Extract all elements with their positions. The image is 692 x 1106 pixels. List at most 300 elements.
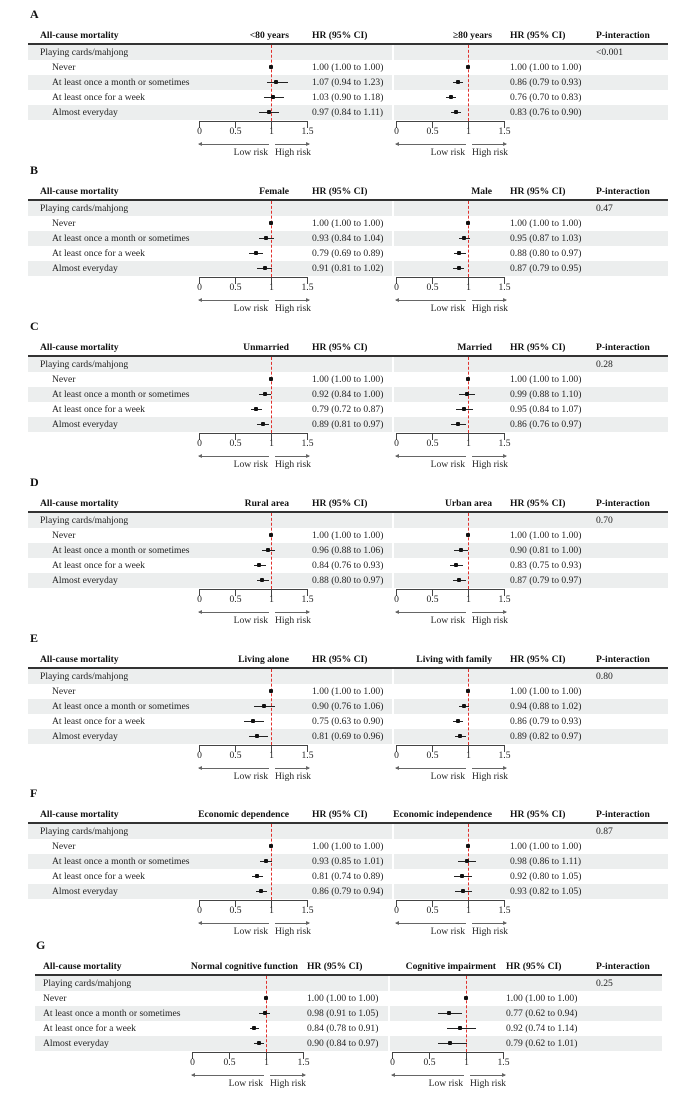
right-x-tick-label: 1.5: [498, 594, 511, 605]
right-hr-text: 0.95 (0.87 to 1.03): [510, 233, 582, 244]
right-hr-text: 0.83 (0.76 to 0.90): [510, 107, 582, 118]
left-hr-point: [269, 377, 273, 381]
right-hr-text: 0.88 (0.80 to 0.97): [510, 248, 582, 259]
right-subgroup-header: Cognitive impairment: [405, 961, 496, 972]
right-x-tick-label: 1.5: [498, 750, 511, 761]
right-low-risk-label: Low risk: [430, 926, 465, 937]
right-high-risk-label: High risk: [470, 1078, 506, 1089]
left-x-tick-label: 1.5: [301, 126, 314, 137]
left-x-tick-label: 1.5: [301, 905, 314, 916]
p-interaction-value: 0.87: [596, 826, 613, 837]
p-interaction-header: P-interaction: [596, 498, 650, 509]
left-hr-text: 0.75 (0.63 to 0.90): [312, 716, 384, 727]
left-hr-text: 1.00 (1.00 to 1.00): [312, 374, 384, 385]
left-hr-point: [251, 719, 255, 723]
category-label: Almost everyday: [52, 731, 118, 742]
left-hr-point: [263, 266, 267, 270]
left-low-risk-arrow: [199, 144, 269, 145]
right-high-risk-label: High risk: [472, 303, 508, 314]
left-hr-text: 0.97 (0.84 to 1.11): [312, 107, 384, 118]
right-x-tick-label: 1: [466, 126, 471, 137]
right-hr-point: [466, 844, 470, 848]
reference-line-right: [466, 976, 467, 1052]
reference-line-left: [271, 201, 272, 277]
right-high-risk-label: High risk: [472, 615, 508, 626]
right-hr-text: 1.00 (1.00 to 1.00): [510, 530, 582, 541]
right-hr-point: [456, 422, 460, 426]
right-hr-point: [458, 1026, 462, 1030]
left-hr-text: 0.93 (0.85 to 1.01): [312, 856, 384, 867]
category-label: Almost everyday: [52, 886, 118, 897]
right-x-axis: [396, 745, 505, 746]
outcome-header: All-cause mortality: [40, 186, 119, 197]
right-low-risk-arrow: [392, 1075, 464, 1076]
right-x-tick-label: 1.5: [497, 1057, 510, 1068]
left-hr-point: [264, 236, 268, 240]
category-label: At least once a month or sometimes: [52, 856, 190, 867]
left-x-tick-label: 0: [197, 282, 202, 293]
right-x-tick-label: 1: [466, 594, 471, 605]
right-hr-text: 0.93 (0.82 to 1.05): [510, 886, 582, 897]
right-hr-header: HR (95% CI): [510, 30, 566, 41]
category-label: At least once for a week: [52, 404, 145, 415]
left-low-risk-label: Low risk: [233, 771, 268, 782]
outcome-header: All-cause mortality: [40, 654, 119, 665]
right-high-risk-label: High risk: [472, 926, 508, 937]
left-hr-text: 0.90 (0.76 to 1.06): [312, 701, 384, 712]
right-subgroup-header: Urban area: [445, 498, 492, 509]
right-hr-point: [466, 533, 470, 537]
category-label: At least once for a week: [52, 560, 145, 571]
group-label: Playing cards/mahjong: [40, 515, 129, 526]
left-hr-header: HR (95% CI): [312, 186, 368, 197]
right-high-risk-arrow: [470, 1075, 505, 1076]
right-hr-point: [449, 95, 453, 99]
right-ci-line: [438, 1043, 467, 1044]
group-label: Playing cards/mahjong: [40, 47, 129, 58]
left-x-tick-label: 0.5: [229, 594, 242, 605]
right-hr-text: 0.89 (0.82 to 0.97): [510, 731, 582, 742]
right-hr-text: 1.00 (1.00 to 1.00): [510, 62, 582, 73]
category-label: Almost everyday: [43, 1038, 109, 1049]
p-interaction-header: P-interaction: [596, 961, 650, 972]
category-label: At least once for a week: [52, 871, 145, 882]
outcome-header: All-cause mortality: [40, 809, 119, 820]
left-hr-point: [254, 407, 258, 411]
left-hr-text: 0.98 (0.91 to 1.05): [307, 1008, 379, 1019]
right-hr-text: 0.94 (0.88 to 1.02): [510, 701, 582, 712]
right-x-axis: [396, 121, 505, 122]
right-hr-header: HR (95% CI): [510, 498, 566, 509]
left-hr-text: 0.91 (0.81 to 1.02): [312, 263, 384, 274]
p-interaction-value: 0.25: [596, 978, 613, 989]
right-x-tick-label: 1.5: [498, 126, 511, 137]
left-x-axis: [199, 900, 308, 901]
left-hr-text: 1.03 (0.90 to 1.18): [312, 92, 384, 103]
p-interaction-value: 0.70: [596, 515, 613, 526]
left-x-axis: [199, 745, 308, 746]
right-low-risk-arrow: [396, 923, 466, 924]
left-x-tick-label: 1: [269, 594, 274, 605]
left-hr-text: 0.93 (0.84 to 1.04): [312, 233, 384, 244]
right-x-tick-label: 0.5: [426, 594, 439, 605]
left-x-axis: [199, 433, 308, 434]
right-hr-text: 1.00 (1.00 to 1.00): [510, 841, 582, 852]
right-low-risk-arrow: [396, 612, 466, 613]
right-low-risk-label: Low risk: [430, 459, 465, 470]
reference-line-left: [271, 824, 272, 900]
right-hr-point: [466, 65, 470, 69]
category-label: At least once a month or sometimes: [52, 233, 190, 244]
outcome-header: All-cause mortality: [40, 342, 119, 353]
right-hr-text: 0.86 (0.79 to 0.93): [510, 716, 582, 727]
right-x-tick-label: 1: [466, 438, 471, 449]
category-label: At least once for a week: [52, 716, 145, 727]
left-hr-text: 1.00 (1.00 to 1.00): [312, 62, 384, 73]
left-x-tick-label: 1.5: [297, 1057, 310, 1068]
left-low-risk-label: Low risk: [233, 926, 268, 937]
left-low-risk-arrow: [199, 456, 269, 457]
right-hr-text: 0.90 (0.81 to 1.00): [510, 545, 582, 556]
category-label: Almost everyday: [52, 263, 118, 274]
reference-line-left: [271, 45, 272, 121]
panel-letter: D: [30, 475, 39, 489]
left-low-risk-arrow: [199, 300, 269, 301]
left-x-tick-label: 1: [269, 438, 274, 449]
left-subgroup-header: Unmarried: [243, 342, 289, 353]
reference-line-right: [468, 45, 469, 121]
left-hr-text: 1.00 (1.00 to 1.00): [312, 218, 384, 229]
left-low-risk-label: Low risk: [233, 459, 268, 470]
right-x-tick-label: 1.5: [498, 282, 511, 293]
plot-separator: [392, 513, 394, 588]
left-hr-point: [260, 578, 264, 582]
right-hr-text: 0.87 (0.79 to 0.97): [510, 575, 582, 586]
right-hr-text: 1.00 (1.00 to 1.00): [510, 374, 582, 385]
left-high-risk-arrow: [275, 144, 309, 145]
right-hr-point: [448, 1041, 452, 1045]
right-low-risk-arrow: [396, 300, 466, 301]
category-label: Almost everyday: [52, 419, 118, 430]
right-low-risk-arrow: [396, 144, 466, 145]
left-high-risk-label: High risk: [275, 926, 311, 937]
category-label: Never: [52, 218, 76, 229]
right-hr-point: [466, 377, 470, 381]
left-subgroup-header: Rural area: [244, 498, 289, 509]
right-hr-point: [456, 80, 460, 84]
left-x-axis: [199, 121, 308, 122]
right-hr-point: [457, 578, 461, 582]
right-hr-point: [454, 110, 458, 114]
plot-separator: [392, 201, 394, 276]
left-subgroup-header: <80 years: [249, 30, 289, 41]
right-hr-point: [464, 996, 468, 1000]
left-low-risk-label: Low risk: [233, 303, 268, 314]
right-hr-point: [454, 563, 458, 567]
plot-separator: [392, 669, 394, 744]
category-label: At least once a month or sometimes: [52, 389, 190, 400]
category-label: Almost everyday: [52, 107, 118, 118]
category-label: Never: [52, 62, 76, 73]
p-interaction-header: P-interaction: [596, 342, 650, 353]
right-hr-point: [459, 548, 463, 552]
left-high-risk-arrow: [270, 1075, 305, 1076]
group-label: Playing cards/mahjong: [43, 978, 132, 989]
reference-line-right: [468, 201, 469, 277]
left-hr-point: [263, 392, 267, 396]
right-x-axis: [396, 589, 505, 590]
reference-line-left: [271, 669, 272, 745]
right-high-risk-arrow: [472, 456, 506, 457]
right-x-tick-label: 0.5: [423, 1057, 436, 1068]
left-hr-text: 1.00 (1.00 to 1.00): [312, 841, 384, 852]
right-hr-point: [461, 889, 465, 893]
left-low-risk-label: Low risk: [228, 1078, 263, 1089]
right-x-tick-label: 0: [394, 282, 399, 293]
right-hr-text: 0.99 (0.88 to 1.10): [510, 389, 582, 400]
right-hr-text: 0.86 (0.79 to 0.93): [510, 77, 582, 88]
p-interaction-header: P-interaction: [596, 30, 650, 41]
p-interaction-header: P-interaction: [596, 654, 650, 665]
p-interaction-value: 0.47: [596, 203, 613, 214]
left-high-risk-label: High risk: [275, 771, 311, 782]
right-subgroup-header: Economic independence: [393, 809, 492, 820]
left-hr-point: [264, 996, 268, 1000]
right-low-risk-arrow: [396, 768, 466, 769]
right-hr-point: [457, 251, 461, 255]
left-x-tick-label: 1.5: [301, 282, 314, 293]
left-x-axis: [199, 589, 308, 590]
category-label: At least once for a week: [52, 92, 145, 103]
left-low-risk-arrow: [192, 1075, 264, 1076]
right-x-tick-label: 1: [466, 282, 471, 293]
right-hr-header: HR (95% CI): [510, 809, 566, 820]
left-subgroup-header: Normal cognitive function: [190, 961, 298, 972]
right-x-axis: [396, 277, 505, 278]
left-hr-point: [261, 422, 265, 426]
left-hr-text: 0.89 (0.81 to 0.97): [312, 419, 384, 430]
panel-letter: B: [30, 163, 39, 177]
right-hr-text: 0.86 (0.76 to 0.97): [510, 419, 582, 430]
right-x-tick-label: 0: [394, 750, 399, 761]
right-hr-text: 0.77 (0.62 to 0.94): [506, 1008, 578, 1019]
panel-letter: C: [30, 319, 39, 333]
left-hr-point: [264, 859, 268, 863]
category-label: Never: [52, 530, 76, 541]
right-high-risk-arrow: [472, 768, 506, 769]
panel-letter: G: [36, 938, 46, 952]
right-hr-text: 0.92 (0.74 to 1.14): [506, 1023, 578, 1034]
panel-letter: F: [30, 786, 38, 800]
left-high-risk-label: High risk: [275, 459, 311, 470]
left-hr-point: [252, 1026, 256, 1030]
left-hr-text: 0.81 (0.69 to 0.96): [312, 731, 384, 742]
panel-letter: E: [30, 631, 39, 645]
group-label: Playing cards/mahjong: [40, 359, 129, 370]
left-hr-text: 1.00 (1.00 to 1.00): [307, 993, 379, 1004]
left-high-risk-label: High risk: [275, 147, 311, 158]
left-x-axis: [199, 277, 308, 278]
category-label: Never: [52, 841, 76, 852]
right-x-tick-label: 1.5: [498, 438, 511, 449]
plot-separator: [392, 824, 394, 899]
right-hr-text: 0.79 (0.62 to 1.01): [506, 1038, 578, 1049]
plot-separator: [392, 45, 394, 120]
right-x-tick-label: 0.5: [426, 905, 439, 916]
right-hr-point: [457, 266, 461, 270]
left-x-axis: [192, 1052, 304, 1053]
left-low-risk-arrow: [199, 768, 269, 769]
right-hr-point: [462, 236, 466, 240]
right-hr-header: HR (95% CI): [506, 961, 562, 972]
left-x-tick-label: 0: [190, 1057, 195, 1068]
panel-letter: A: [30, 7, 39, 21]
right-hr-point: [447, 1011, 451, 1015]
right-hr-point: [462, 407, 466, 411]
right-hr-point: [456, 719, 460, 723]
right-x-tick-label: 0.5: [426, 438, 439, 449]
left-hr-text: 1.00 (1.00 to 1.00): [312, 686, 384, 697]
left-hr-point: [254, 251, 258, 255]
right-high-risk-label: High risk: [472, 147, 508, 158]
right-hr-point: [462, 704, 466, 708]
right-hr-text: 1.00 (1.00 to 1.00): [510, 218, 582, 229]
p-interaction-header: P-interaction: [596, 186, 650, 197]
right-hr-point: [465, 859, 469, 863]
right-high-risk-arrow: [472, 923, 506, 924]
left-high-risk-arrow: [275, 923, 309, 924]
left-hr-point: [269, 844, 273, 848]
right-hr-header: HR (95% CI): [510, 654, 566, 665]
left-hr-point: [255, 734, 259, 738]
left-high-risk-label: High risk: [275, 615, 311, 626]
left-high-risk-arrow: [275, 300, 309, 301]
left-hr-point: [267, 110, 271, 114]
left-low-risk-label: Low risk: [233, 147, 268, 158]
left-x-tick-label: 1: [269, 750, 274, 761]
right-high-risk-arrow: [472, 612, 506, 613]
right-x-tick-label: 1: [466, 905, 471, 916]
right-hr-point: [458, 734, 462, 738]
left-hr-point: [263, 1011, 267, 1015]
left-subgroup-header: Economic dependence: [198, 809, 289, 820]
left-x-tick-label: 0: [197, 750, 202, 761]
outcome-header: All-cause mortality: [40, 498, 119, 509]
right-low-risk-arrow: [396, 456, 466, 457]
right-low-risk-label: Low risk: [430, 147, 465, 158]
p-interaction-value: 0.28: [596, 359, 613, 370]
left-hr-point: [262, 704, 266, 708]
left-hr-header: HR (95% CI): [312, 342, 368, 353]
left-hr-point: [255, 874, 259, 878]
right-subgroup-header: ≥80 years: [452, 30, 492, 41]
left-x-tick-label: 1.5: [301, 594, 314, 605]
left-hr-text: 0.79 (0.72 to 0.87): [312, 404, 384, 415]
left-subgroup-header: Female: [259, 186, 289, 197]
left-x-tick-label: 1.5: [301, 438, 314, 449]
outcome-header: All-cause mortality: [40, 30, 119, 41]
left-x-tick-label: 1: [269, 905, 274, 916]
reference-line-left: [271, 513, 272, 589]
right-x-tick-label: 0: [394, 126, 399, 137]
category-label: At least once a month or sometimes: [43, 1008, 181, 1019]
left-hr-text: 0.90 (0.84 to 0.97): [307, 1038, 379, 1049]
right-subgroup-header: Married: [457, 342, 492, 353]
category-label: At least once a month or sometimes: [52, 77, 190, 88]
left-x-tick-label: 0: [197, 905, 202, 916]
left-hr-header: HR (95% CI): [312, 654, 368, 665]
right-x-tick-label: 0.5: [426, 282, 439, 293]
left-hr-text: 0.88 (0.80 to 0.97): [312, 575, 384, 586]
reference-line-left: [271, 357, 272, 433]
right-hr-text: 0.98 (0.86 to 1.11): [510, 856, 582, 867]
right-high-risk-label: High risk: [472, 771, 508, 782]
left-x-tick-label: 0: [197, 594, 202, 605]
left-x-tick-label: 0.5: [229, 750, 242, 761]
right-x-tick-label: 0: [394, 905, 399, 916]
left-low-risk-arrow: [199, 923, 269, 924]
group-label: Playing cards/mahjong: [40, 203, 129, 214]
left-hr-point: [274, 80, 278, 84]
left-x-tick-label: 1.5: [301, 750, 314, 761]
p-interaction-header: P-interaction: [596, 809, 650, 820]
left-hr-point: [266, 548, 270, 552]
category-label: At least once a month or sometimes: [52, 701, 190, 712]
right-low-risk-label: Low risk: [428, 1078, 463, 1089]
left-x-tick-label: 1: [269, 126, 274, 137]
reference-line-right: [468, 669, 469, 745]
left-high-risk-label: High risk: [275, 303, 311, 314]
left-high-risk-label: High risk: [270, 1078, 306, 1089]
category-label: At least once a month or sometimes: [52, 545, 190, 556]
left-hr-header: HR (95% CI): [307, 961, 363, 972]
left-x-tick-label: 0.5: [223, 1057, 236, 1068]
right-hr-point: [466, 689, 470, 693]
right-x-tick-label: 0.5: [426, 126, 439, 137]
right-low-risk-label: Low risk: [430, 771, 465, 782]
right-subgroup-header: Living with family: [416, 654, 492, 665]
right-x-tick-label: 1.5: [498, 905, 511, 916]
right-x-tick-label: 1: [464, 1057, 469, 1068]
left-hr-point: [257, 563, 261, 567]
right-high-risk-arrow: [472, 144, 506, 145]
left-hr-point: [269, 689, 273, 693]
left-hr-text: 1.07 (0.94 to 1.23): [312, 77, 384, 88]
outcome-header: All-cause mortality: [43, 961, 122, 972]
left-subgroup-header: Living alone: [238, 654, 289, 665]
right-x-axis: [392, 1052, 504, 1053]
right-low-risk-label: Low risk: [430, 303, 465, 314]
right-x-axis: [396, 433, 505, 434]
left-hr-text: 0.84 (0.78 to 0.91): [307, 1023, 379, 1034]
left-x-tick-label: 0.5: [229, 282, 242, 293]
right-x-tick-label: 0: [394, 438, 399, 449]
left-hr-text: 1.00 (1.00 to 1.00): [312, 530, 384, 541]
right-subgroup-header: Male: [471, 186, 492, 197]
group-label: Playing cards/mahjong: [40, 826, 129, 837]
left-hr-text: 0.86 (0.79 to 0.94): [312, 886, 384, 897]
right-hr-header: HR (95% CI): [510, 186, 566, 197]
left-hr-text: 0.84 (0.76 to 0.93): [312, 560, 384, 571]
reference-line-right: [468, 513, 469, 589]
left-hr-text: 0.79 (0.69 to 0.89): [312, 248, 384, 259]
left-x-tick-label: 0.5: [229, 905, 242, 916]
right-x-tick-label: 0: [390, 1057, 395, 1068]
p-interaction-value: <0.001: [596, 47, 623, 58]
right-x-axis: [396, 900, 505, 901]
right-high-risk-label: High risk: [472, 459, 508, 470]
right-hr-text: 0.92 (0.80 to 1.05): [510, 871, 582, 882]
